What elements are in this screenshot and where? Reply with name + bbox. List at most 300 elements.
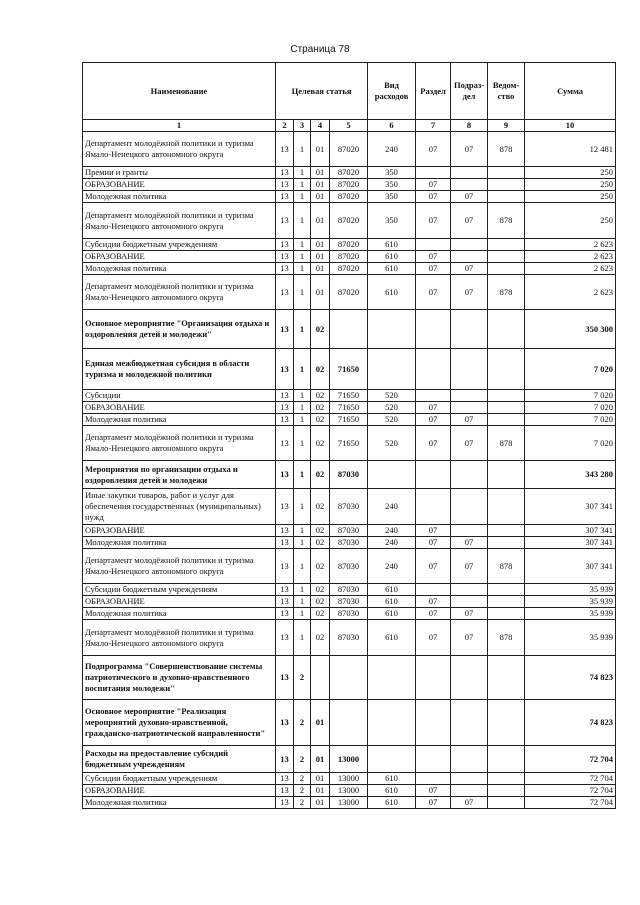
target-code-2: 1 bbox=[294, 461, 311, 489]
row-name: Департамент молодёжной политики и туризма Ямало-Ненецкого автономного округа bbox=[83, 549, 276, 584]
department-code bbox=[488, 537, 525, 549]
row-name: Единая межбюджетная субсидия в области туризма и молодежной политики bbox=[83, 349, 276, 390]
section-code: 07 bbox=[416, 191, 451, 203]
department-code: 878 bbox=[488, 203, 525, 239]
department-code bbox=[488, 596, 525, 608]
section-code: 07 bbox=[416, 203, 451, 239]
department-code: 878 bbox=[488, 620, 525, 656]
target-code-2: 2 bbox=[294, 773, 311, 785]
section-code: 07 bbox=[416, 525, 451, 537]
expense-type bbox=[368, 700, 416, 746]
target-code-3 bbox=[311, 656, 330, 700]
target-code-1: 13 bbox=[276, 746, 294, 773]
expense-type: 610 bbox=[368, 584, 416, 596]
target-code-1: 13 bbox=[276, 251, 294, 263]
section-code: 07 bbox=[416, 620, 451, 656]
target-code-1: 13 bbox=[276, 191, 294, 203]
subsection-code: 07 bbox=[451, 263, 488, 275]
expense-type: 240 bbox=[368, 537, 416, 549]
subsection-code bbox=[451, 746, 488, 773]
target-code-1: 13 bbox=[276, 785, 294, 797]
section-code: 07 bbox=[416, 785, 451, 797]
target-code-4: 71650 bbox=[330, 426, 368, 461]
target-code-1: 13 bbox=[276, 414, 294, 426]
row-name: Субсидии бюджетным учреждениям bbox=[83, 584, 276, 596]
section-code: 07 bbox=[416, 179, 451, 191]
target-code-4 bbox=[330, 656, 368, 700]
department-code bbox=[488, 746, 525, 773]
row-name: Расходы на предоставление субсидий бюджетным учреждениям bbox=[83, 746, 276, 773]
target-code-2: 1 bbox=[294, 239, 311, 251]
target-code-3: 02 bbox=[311, 402, 330, 414]
target-code-2: 1 bbox=[294, 132, 311, 167]
department-code bbox=[488, 608, 525, 620]
target-code-1: 13 bbox=[276, 349, 294, 390]
department-code bbox=[488, 402, 525, 414]
table-row bbox=[83, 239, 616, 251]
sum-value: 74 823 bbox=[525, 700, 616, 746]
subsection-code bbox=[451, 584, 488, 596]
target-code-4: 87020 bbox=[330, 263, 368, 275]
target-code-3: 01 bbox=[311, 191, 330, 203]
expense-type: 240 bbox=[368, 489, 416, 525]
row-name: Департамент молодёжной политики и туризма Ямало-Ненецкого автономного округа bbox=[83, 275, 276, 310]
target-code-4: 87020 bbox=[330, 191, 368, 203]
target-code-4: 87030 bbox=[330, 596, 368, 608]
target-code-1: 13 bbox=[276, 275, 294, 310]
target-code-3: 02 bbox=[311, 426, 330, 461]
section-code: 07 bbox=[416, 402, 451, 414]
target-code-1: 13 bbox=[276, 402, 294, 414]
sum-value: 307 341 bbox=[525, 489, 616, 525]
subsection-code bbox=[451, 489, 488, 525]
subsection-code bbox=[451, 167, 488, 179]
header-row bbox=[83, 63, 616, 120]
row-name: ОБРАЗОВАНИЕ bbox=[83, 179, 276, 191]
target-code-4: 87030 bbox=[330, 489, 368, 525]
target-code-4: 13000 bbox=[330, 773, 368, 785]
expense-type: 350 bbox=[368, 191, 416, 203]
target-code-4: 71650 bbox=[330, 414, 368, 426]
target-code-1: 13 bbox=[276, 700, 294, 746]
column-number: 5 bbox=[330, 120, 368, 132]
table-row bbox=[83, 390, 616, 402]
target-code-4: 87020 bbox=[330, 179, 368, 191]
target-code-2: 1 bbox=[294, 537, 311, 549]
section-code bbox=[416, 239, 451, 251]
sum-value: 2 623 bbox=[525, 263, 616, 275]
expense-type: 520 bbox=[368, 426, 416, 461]
target-code-4: 71650 bbox=[330, 402, 368, 414]
target-code-1: 13 bbox=[276, 179, 294, 191]
subsection-code: 07 bbox=[451, 275, 488, 310]
section-code: 07 bbox=[416, 414, 451, 426]
table-row bbox=[83, 203, 616, 239]
target-code-3: 01 bbox=[311, 785, 330, 797]
sum-value: 7 020 bbox=[525, 402, 616, 414]
table-row bbox=[83, 746, 616, 773]
department-code: 878 bbox=[488, 549, 525, 584]
table-body bbox=[83, 132, 616, 809]
expense-type bbox=[368, 656, 416, 700]
target-code-3: 02 bbox=[311, 596, 330, 608]
table-row bbox=[83, 656, 616, 700]
sum-value: 7 020 bbox=[525, 426, 616, 461]
section-code bbox=[416, 700, 451, 746]
subsection-code: 07 bbox=[451, 426, 488, 461]
sum-value: 307 341 bbox=[525, 549, 616, 584]
row-name: Премии и гранты bbox=[83, 167, 276, 179]
column-number: 1 bbox=[83, 120, 276, 132]
department-code bbox=[488, 797, 525, 809]
target-code-4: 87030 bbox=[330, 608, 368, 620]
subsection-code bbox=[451, 461, 488, 489]
target-code-1: 13 bbox=[276, 461, 294, 489]
subsection-code bbox=[451, 596, 488, 608]
expense-type: 240 bbox=[368, 549, 416, 584]
target-code-4: 87020 bbox=[330, 239, 368, 251]
sum-value: 7 020 bbox=[525, 414, 616, 426]
section-code bbox=[416, 489, 451, 525]
target-code-4: 13000 bbox=[330, 785, 368, 797]
sum-value: 72 704 bbox=[525, 785, 616, 797]
department-code bbox=[488, 349, 525, 390]
sum-value: 307 341 bbox=[525, 537, 616, 549]
row-name: Подпрограмма "Совершенствование системы патриотического и духовно-нравственного воспитания молодежи" bbox=[83, 656, 276, 700]
row-name: ОБРАЗОВАНИЕ bbox=[83, 402, 276, 414]
sum-value: 7 020 bbox=[525, 390, 616, 402]
target-code-4: 87020 bbox=[330, 275, 368, 310]
target-code-4: 13000 bbox=[330, 746, 368, 773]
section-code: 07 bbox=[416, 426, 451, 461]
target-code-1: 13 bbox=[276, 584, 294, 596]
row-name: ОБРАЗОВАНИЕ bbox=[83, 251, 276, 263]
target-code-3: 02 bbox=[311, 349, 330, 390]
target-code-4: 71650 bbox=[330, 390, 368, 402]
target-code-3: 01 bbox=[311, 797, 330, 809]
target-code-1: 13 bbox=[276, 489, 294, 525]
section-code: 07 bbox=[416, 797, 451, 809]
target-code-2: 1 bbox=[294, 549, 311, 584]
target-code-4: 87020 bbox=[330, 167, 368, 179]
column-number: 10 bbox=[525, 120, 616, 132]
target-code-4: 71650 bbox=[330, 349, 368, 390]
subsection-code bbox=[451, 239, 488, 251]
table-row bbox=[83, 608, 616, 620]
target-code-3: 01 bbox=[311, 203, 330, 239]
target-code-3: 02 bbox=[311, 608, 330, 620]
subsection-code bbox=[451, 700, 488, 746]
target-code-2: 1 bbox=[294, 596, 311, 608]
target-code-3: 01 bbox=[311, 179, 330, 191]
row-name: Молодежная политика bbox=[83, 608, 276, 620]
table-row bbox=[83, 402, 616, 414]
target-code-2: 1 bbox=[294, 275, 311, 310]
expense-type: 610 bbox=[368, 251, 416, 263]
sum-value: 350 300 bbox=[525, 310, 616, 349]
expense-type: 610 bbox=[368, 620, 416, 656]
target-code-4: 87030 bbox=[330, 525, 368, 537]
header-target-article: Целевая статья bbox=[276, 63, 368, 120]
section-code bbox=[416, 461, 451, 489]
target-code-4: 87030 bbox=[330, 620, 368, 656]
target-code-3: 02 bbox=[311, 537, 330, 549]
table-row bbox=[83, 785, 616, 797]
target-code-3: 02 bbox=[311, 414, 330, 426]
target-code-2: 1 bbox=[294, 251, 311, 263]
table-row bbox=[83, 275, 616, 310]
table-row bbox=[83, 525, 616, 537]
row-name: Молодежная политика bbox=[83, 191, 276, 203]
expense-type: 240 bbox=[368, 525, 416, 537]
target-code-2: 1 bbox=[294, 414, 311, 426]
department-code bbox=[488, 390, 525, 402]
row-name: Департамент молодёжной политики и туризма Ямало-Ненецкого автономного округа bbox=[83, 203, 276, 239]
sum-value: 72 704 bbox=[525, 797, 616, 809]
budget-table bbox=[82, 62, 616, 809]
target-code-4: 87030 bbox=[330, 537, 368, 549]
sum-value: 74 823 bbox=[525, 656, 616, 700]
target-code-1: 13 bbox=[276, 310, 294, 349]
subsection-code bbox=[451, 251, 488, 263]
sum-value: 250 bbox=[525, 167, 616, 179]
target-code-3: 02 bbox=[311, 489, 330, 525]
section-code: 07 bbox=[416, 251, 451, 263]
row-name: ОБРАЗОВАНИЕ bbox=[83, 525, 276, 537]
department-code bbox=[488, 179, 525, 191]
expense-type: 350 bbox=[368, 179, 416, 191]
sum-value: 72 704 bbox=[525, 746, 616, 773]
table-row bbox=[83, 549, 616, 584]
target-code-1: 13 bbox=[276, 525, 294, 537]
target-code-2: 1 bbox=[294, 489, 311, 525]
header-subsection: Подраз-дел bbox=[451, 63, 488, 120]
row-name: Департамент молодёжной политики и туризма Ямало-Ненецкого автономного округа bbox=[83, 426, 276, 461]
department-code bbox=[488, 239, 525, 251]
target-code-3: 02 bbox=[311, 525, 330, 537]
column-number: 2 bbox=[276, 120, 294, 132]
target-code-3: 02 bbox=[311, 461, 330, 489]
expense-type bbox=[368, 349, 416, 390]
subsection-code bbox=[451, 525, 488, 537]
department-code bbox=[488, 584, 525, 596]
department-code bbox=[488, 525, 525, 537]
sum-value: 35 939 bbox=[525, 620, 616, 656]
section-code: 07 bbox=[416, 263, 451, 275]
target-code-1: 13 bbox=[276, 263, 294, 275]
expense-type: 240 bbox=[368, 132, 416, 167]
target-code-3: 01 bbox=[311, 239, 330, 251]
header-sum: Сумма bbox=[525, 63, 616, 120]
section-code bbox=[416, 584, 451, 596]
target-code-3: 01 bbox=[311, 746, 330, 773]
subsection-code bbox=[451, 773, 488, 785]
row-name: Мероприятия по организации отдыха и оздоровления детей и молодежи bbox=[83, 461, 276, 489]
subsection-code: 07 bbox=[451, 620, 488, 656]
table-row bbox=[83, 537, 616, 549]
table-row bbox=[83, 167, 616, 179]
target-code-3: 01 bbox=[311, 132, 330, 167]
sum-value: 72 704 bbox=[525, 773, 616, 785]
row-name: ОБРАЗОВАНИЕ bbox=[83, 785, 276, 797]
target-code-3: 02 bbox=[311, 584, 330, 596]
row-name: Департамент молодёжной политики и туризма Ямало-Ненецкого автономного округа bbox=[83, 132, 276, 167]
row-name: Молодежная политика bbox=[83, 537, 276, 549]
target-code-1: 13 bbox=[276, 596, 294, 608]
target-code-3: 01 bbox=[311, 700, 330, 746]
row-name: Молодежная политика bbox=[83, 797, 276, 809]
subsection-code bbox=[451, 390, 488, 402]
target-code-1: 13 bbox=[276, 390, 294, 402]
header-name: Наименование bbox=[83, 63, 276, 120]
subsection-code: 07 bbox=[451, 549, 488, 584]
subsection-code: 07 bbox=[451, 797, 488, 809]
target-code-1: 13 bbox=[276, 203, 294, 239]
row-name: Молодежная политика bbox=[83, 414, 276, 426]
expense-type: 610 bbox=[368, 596, 416, 608]
column-number: 6 bbox=[368, 120, 416, 132]
table-row bbox=[83, 179, 616, 191]
sum-value: 250 bbox=[525, 191, 616, 203]
expense-type: 610 bbox=[368, 773, 416, 785]
target-code-3: 02 bbox=[311, 549, 330, 584]
target-code-2: 2 bbox=[294, 656, 311, 700]
target-code-2: 1 bbox=[294, 390, 311, 402]
expense-type: 610 bbox=[368, 608, 416, 620]
subsection-code: 07 bbox=[451, 191, 488, 203]
department-code bbox=[488, 489, 525, 525]
column-number: 9 bbox=[488, 120, 525, 132]
section-code bbox=[416, 656, 451, 700]
table-row bbox=[83, 414, 616, 426]
target-code-1: 13 bbox=[276, 537, 294, 549]
row-name: Основное мероприятие "Реализация мероприятий духовно-нравственной, гражданско-патриотической направленности" bbox=[83, 700, 276, 746]
expense-type: 350 bbox=[368, 203, 416, 239]
expense-type: 610 bbox=[368, 275, 416, 310]
target-code-1: 13 bbox=[276, 797, 294, 809]
target-code-4: 87020 bbox=[330, 251, 368, 263]
target-code-4: 87020 bbox=[330, 203, 368, 239]
table-row bbox=[83, 263, 616, 275]
table-row bbox=[83, 310, 616, 349]
target-code-3: 02 bbox=[311, 310, 330, 349]
department-code bbox=[488, 773, 525, 785]
target-code-3: 01 bbox=[311, 251, 330, 263]
target-code-2: 1 bbox=[294, 203, 311, 239]
department-code bbox=[488, 251, 525, 263]
department-code: 878 bbox=[488, 132, 525, 167]
row-name: Департамент молодёжной политики и туризма Ямало-Ненецкого автономного округа bbox=[83, 620, 276, 656]
table-row bbox=[83, 773, 616, 785]
column-number: 4 bbox=[311, 120, 330, 132]
subsection-code: 07 bbox=[451, 608, 488, 620]
subsection-code: 07 bbox=[451, 203, 488, 239]
department-code bbox=[488, 785, 525, 797]
target-code-4: 87020 bbox=[330, 132, 368, 167]
section-code: 07 bbox=[416, 596, 451, 608]
department-code: 878 bbox=[488, 275, 525, 310]
target-code-3: 02 bbox=[311, 390, 330, 402]
table-row bbox=[83, 349, 616, 390]
target-code-1: 13 bbox=[276, 549, 294, 584]
target-code-3: 01 bbox=[311, 263, 330, 275]
page-number: Страница 78 bbox=[290, 44, 350, 55]
target-code-1: 13 bbox=[276, 620, 294, 656]
target-code-2: 1 bbox=[294, 179, 311, 191]
section-code bbox=[416, 349, 451, 390]
section-code: 07 bbox=[416, 549, 451, 584]
section-code bbox=[416, 773, 451, 785]
department-code bbox=[488, 263, 525, 275]
subsection-code bbox=[451, 179, 488, 191]
department-code bbox=[488, 461, 525, 489]
table-row bbox=[83, 797, 616, 809]
department-code: 878 bbox=[488, 426, 525, 461]
subsection-code bbox=[451, 402, 488, 414]
department-code bbox=[488, 191, 525, 203]
section-code: 07 bbox=[416, 132, 451, 167]
table-row bbox=[83, 620, 616, 656]
target-code-2: 1 bbox=[294, 167, 311, 179]
target-code-2: 1 bbox=[294, 349, 311, 390]
row-name: Субсидии бюджетным учреждениям bbox=[83, 239, 276, 251]
target-code-4: 87030 bbox=[330, 549, 368, 584]
row-name: Иные закупки товаров, работ и услуг для обеспечения государственных (муниципальных) нужд bbox=[83, 489, 276, 525]
target-code-2: 1 bbox=[294, 426, 311, 461]
target-code-4 bbox=[330, 700, 368, 746]
sum-value: 2 623 bbox=[525, 239, 616, 251]
subsection-code: 07 bbox=[451, 414, 488, 426]
row-name: Субсидии bbox=[83, 390, 276, 402]
section-code bbox=[416, 167, 451, 179]
subsection-code bbox=[451, 785, 488, 797]
section-code: 07 bbox=[416, 537, 451, 549]
target-code-2: 1 bbox=[294, 402, 311, 414]
target-code-2: 2 bbox=[294, 797, 311, 809]
target-code-1: 13 bbox=[276, 239, 294, 251]
target-code-3: 01 bbox=[311, 275, 330, 310]
target-code-3: 01 bbox=[311, 167, 330, 179]
department-code bbox=[488, 656, 525, 700]
table-row bbox=[83, 251, 616, 263]
sum-value: 250 bbox=[525, 179, 616, 191]
target-code-2: 1 bbox=[294, 608, 311, 620]
expense-type: 520 bbox=[368, 414, 416, 426]
subsection-code bbox=[451, 349, 488, 390]
target-code-2: 1 bbox=[294, 525, 311, 537]
target-code-1: 13 bbox=[276, 656, 294, 700]
sum-value: 343 280 bbox=[525, 461, 616, 489]
department-code bbox=[488, 310, 525, 349]
expense-type: 610 bbox=[368, 797, 416, 809]
header-expense-type: Вид расходов bbox=[368, 63, 416, 120]
target-code-4: 87030 bbox=[330, 584, 368, 596]
department-code bbox=[488, 167, 525, 179]
expense-type: 350 bbox=[368, 167, 416, 179]
target-code-2: 2 bbox=[294, 785, 311, 797]
table-row bbox=[83, 489, 616, 525]
section-code bbox=[416, 310, 451, 349]
sum-value: 35 939 bbox=[525, 584, 616, 596]
column-number-row bbox=[83, 120, 616, 132]
target-code-2: 1 bbox=[294, 191, 311, 203]
table-row bbox=[83, 584, 616, 596]
expense-type bbox=[368, 310, 416, 349]
row-name: Молодежная политика bbox=[83, 263, 276, 275]
column-number: 3 bbox=[294, 120, 311, 132]
sum-value: 12 481 bbox=[525, 132, 616, 167]
target-code-2: 1 bbox=[294, 310, 311, 349]
